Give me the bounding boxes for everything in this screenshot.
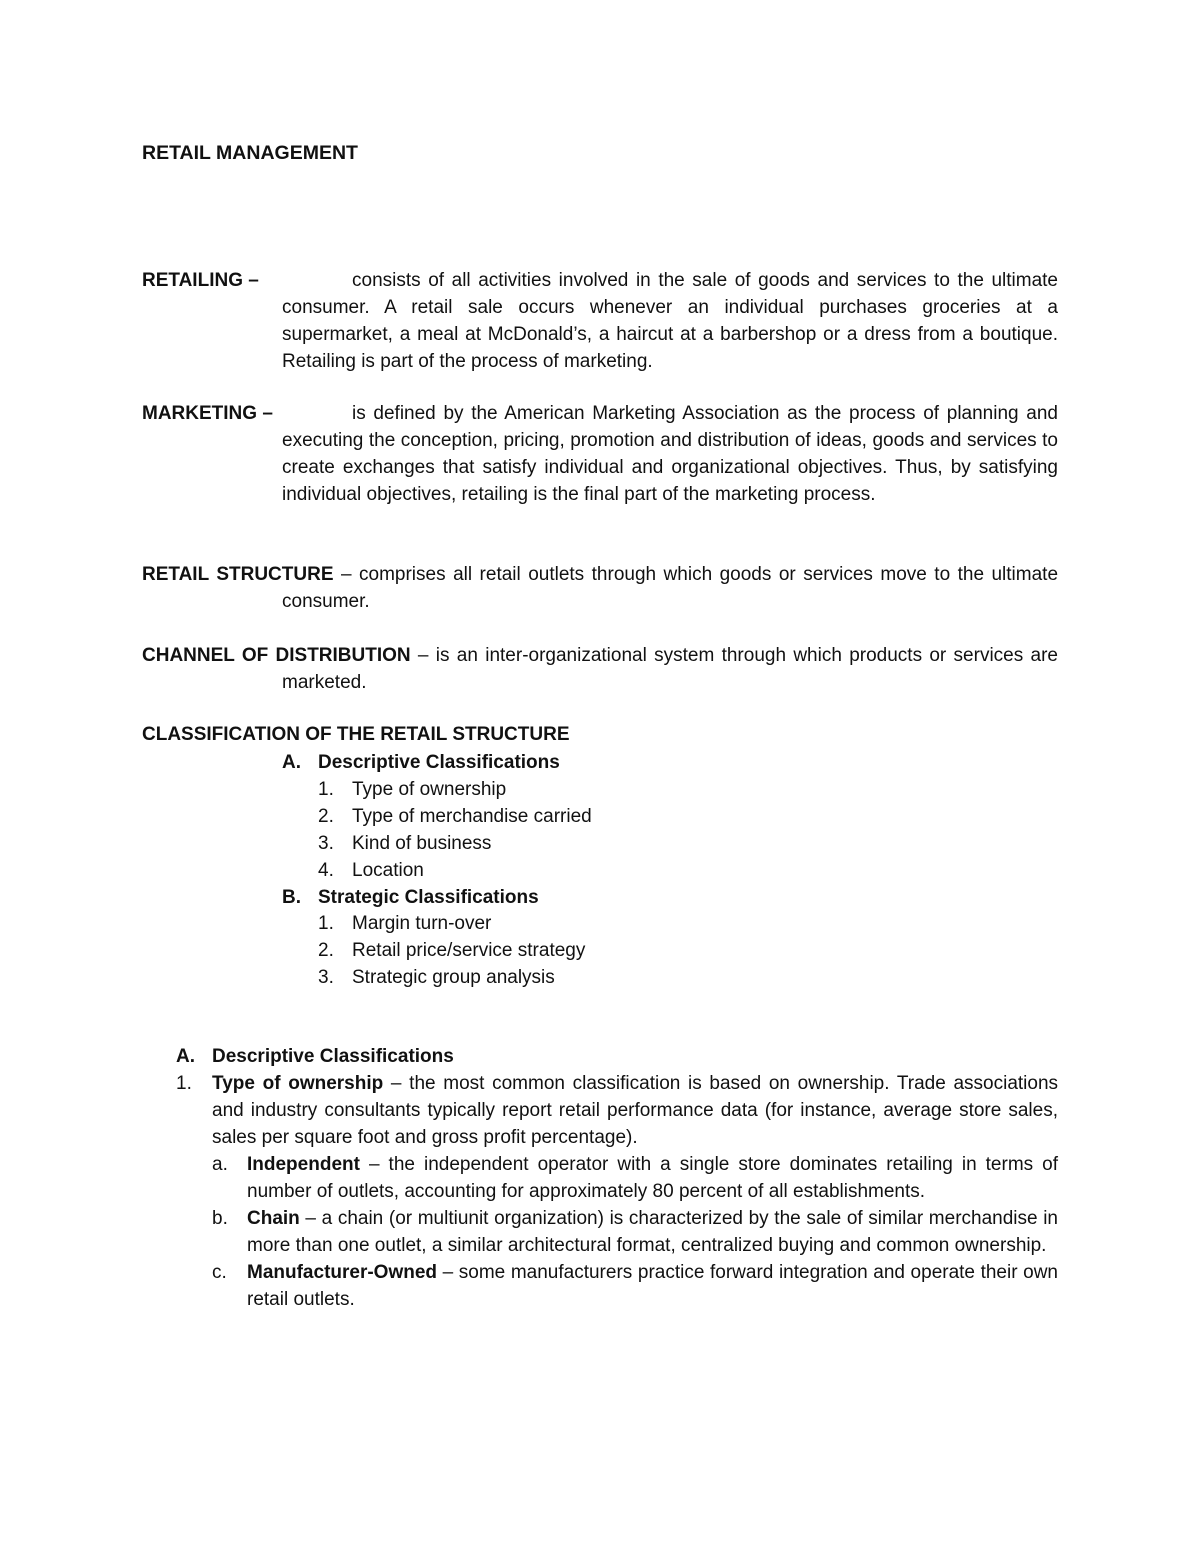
item-number: 1. bbox=[176, 1073, 192, 1094]
item-text: Retail price/service strategy bbox=[352, 940, 586, 962]
definition-text bbox=[142, 562, 1059, 616]
item-letter: b. bbox=[212, 1207, 228, 1229]
term-channel: CHANNEL OF DISTRIBUTION bbox=[142, 645, 411, 666]
item-letter: c. bbox=[212, 1261, 227, 1283]
list-item bbox=[318, 804, 982, 831]
definition-retail-structure bbox=[142, 562, 1058, 616]
list-item bbox=[318, 938, 982, 965]
item-text: Kind of business bbox=[352, 832, 492, 854]
section-a-heading bbox=[176, 1044, 876, 1071]
ownership-subitems bbox=[212, 1152, 1058, 1313]
item-text: Margin turn-over bbox=[352, 913, 492, 935]
list-item bbox=[318, 858, 982, 885]
item-number: 3. bbox=[318, 832, 334, 854]
classification-heading: CLASSIFICATION OF THE RETAIL STRUCTURE bbox=[142, 724, 570, 745]
definition-marketing bbox=[142, 401, 1058, 509]
outline-label: B. bbox=[282, 886, 301, 908]
item-body: – a chain (or multiunit organization) is characterized by the sale of similar merchandise in more than one outlet, a similar architectural format, centralized buying and common ownership. bbox=[247, 1207, 1059, 1256]
list-item bbox=[318, 965, 982, 992]
list-item bbox=[212, 1260, 1058, 1314]
outline-title: Descriptive Classifications bbox=[318, 752, 560, 773]
list-item bbox=[318, 911, 982, 938]
item-number: 1. bbox=[318, 913, 334, 935]
classification-outline bbox=[282, 750, 982, 992]
item-letter: a. bbox=[212, 1154, 228, 1175]
definition-body: – comprises all retail outlets through which goods or services move to the ultimate consumer. bbox=[282, 564, 1059, 612]
item-text: Strategic group analysis bbox=[352, 967, 555, 989]
term-retailing: RETAILING – bbox=[142, 270, 259, 291]
item-text: Location bbox=[352, 859, 424, 881]
list-item bbox=[212, 1206, 1058, 1260]
section-a-item-1 bbox=[176, 1071, 1058, 1152]
term-marketing: MARKETING – bbox=[142, 403, 273, 424]
definition-retailing bbox=[142, 268, 1058, 376]
item-text bbox=[247, 1152, 1058, 1206]
item-number: 2. bbox=[318, 805, 334, 827]
definition-channel bbox=[142, 643, 1058, 697]
item-text bbox=[247, 1206, 1058, 1260]
item-text: Type of ownership bbox=[352, 778, 507, 800]
item-body: – the independent operator with a single store dominates retailing in terms of number of outlets, accounting for approximately 80 percent of all establishments. bbox=[247, 1154, 1059, 1202]
item-body: – some manufacturers practice forward integration and operate their own retail outlets. bbox=[247, 1261, 1058, 1310]
definition-text bbox=[142, 643, 1058, 697]
outline-group-a bbox=[282, 750, 982, 777]
item-text bbox=[247, 1260, 1058, 1314]
page-title: RETAIL MANAGEMENT bbox=[142, 142, 358, 164]
section-label: A. bbox=[176, 1046, 195, 1067]
list-item bbox=[318, 777, 982, 804]
section-title: Descriptive Classifications bbox=[212, 1046, 454, 1067]
definition-body: – is an inter-organizational system through which products or services are marketed. bbox=[282, 645, 1058, 693]
item-term: Type of ownership bbox=[212, 1073, 384, 1094]
outline-group-b bbox=[282, 885, 982, 912]
item-term: Chain bbox=[247, 1207, 300, 1229]
item-number: 4. bbox=[318, 859, 334, 881]
list-item bbox=[212, 1152, 1058, 1206]
outline-title: Strategic Classifications bbox=[318, 886, 539, 908]
definition-text: is defined by the American Marketing Association as the process of planning and executing the conception, pricing, promotion and distribution of ideas, goods and services to create exchanges that satisfy individual and organizational objectives. Thus, by satisfying individual objectives, retailing is the final part of the marketing process. bbox=[282, 403, 1058, 505]
item-number: 3. bbox=[318, 967, 334, 989]
list-item bbox=[318, 831, 982, 858]
item-term: Independent bbox=[247, 1154, 360, 1175]
item-text: Type of merchandise carried bbox=[352, 805, 592, 827]
item-number: 1. bbox=[318, 778, 334, 800]
item-text bbox=[212, 1071, 1058, 1152]
term-retail-structure: RETAIL STRUCTURE bbox=[142, 564, 334, 585]
definition-text: consists of all activities involved in the sale of goods and services to the ultimate consumer. A retail sale occurs whenever an individual purchases groceries at a supermarket, a meal at McDonald’s, a haircut at a barbershop or a dress from a boutique. Retailing is part of the process of marketing. bbox=[282, 270, 1058, 372]
item-term: Manufacturer-Owned bbox=[247, 1261, 438, 1283]
item-body: – the most common classification is based on ownership. Trade associations and industry consultants typically report retail performance data (for instance, average store sales, sales per square foot and gross profit percentage). bbox=[212, 1073, 1059, 1148]
outline-label: A. bbox=[282, 752, 301, 773]
item-number: 2. bbox=[318, 940, 334, 962]
